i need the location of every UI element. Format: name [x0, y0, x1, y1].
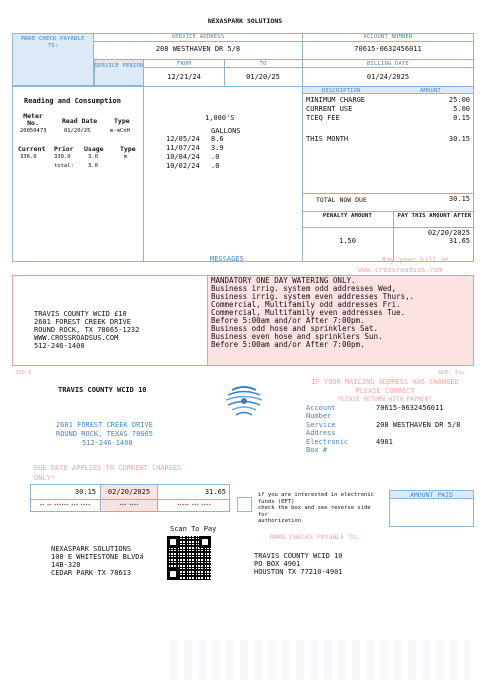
stub-service-label-1: Service	[306, 421, 336, 429]
due-notice-1: DUE DATE APPLIES TO CURRENT CHARGES	[34, 464, 182, 472]
payee-line-3: HOUSTON TX 77210-4901	[254, 568, 343, 576]
reading-title: Reading and Consumption	[24, 97, 121, 105]
prior-label: Prior	[54, 145, 74, 153]
stub-after-amount: 31.65	[204, 488, 226, 496]
stub-addr-line-2: ROUND ROCK, TEXAS 78665	[56, 430, 153, 438]
total-due-amount: 30.15	[448, 195, 470, 203]
current-label: Current	[18, 145, 46, 153]
message-line-9: Before 5:00am and/or After 7:00pm.	[211, 340, 365, 349]
account-number-label: ACCOUNT NUMBER	[363, 34, 413, 40]
this-month-label: THIS MONTH	[306, 135, 349, 143]
period-to: 01/20/25	[246, 73, 280, 81]
charge-amount-2: 5.00	[453, 105, 470, 113]
make-checks-label: MAKE CHECKS PAYABLE TO:	[270, 533, 361, 541]
amount-label: AMOUNT	[420, 88, 442, 94]
billing-date: 01/24/2025	[366, 73, 410, 81]
message-line-4: Commercial, Multifamily odd addresses Fri.	[211, 300, 401, 309]
message-line-1: MANDATORY ONE DAY WATERING ONLY.	[211, 276, 356, 285]
history-date-2: 11/07/24	[166, 144, 200, 152]
history-value-4: .0	[211, 162, 220, 170]
stub-due-date-label: *** ****	[119, 503, 139, 508]
service-address: 208 WESTHAVEN DR 5/8	[155, 45, 241, 53]
messages-label: MESSAGES	[210, 255, 244, 263]
description-label: DESCRIPTION	[322, 88, 361, 94]
stub-box-label-1: Electronic	[306, 438, 349, 446]
gallons-label: GALLONS	[211, 127, 241, 135]
charge-amount-3: 0.15	[453, 114, 470, 122]
district-address	[34, 310, 139, 350]
eft-line-1: if you are interested in electronic	[258, 492, 374, 498]
prior-reading: 330.0	[54, 154, 71, 160]
stub-service-label-2: Address	[306, 429, 336, 437]
pay-after-amount: 31.65	[448, 237, 470, 245]
company-name: NEXASPARK SOLUTIONS	[207, 17, 283, 25]
mailing-notice-2: PLEASE CORRECT	[355, 387, 415, 395]
payee-address	[254, 552, 343, 576]
pay-online-line-1: Pay your bill at	[382, 256, 450, 264]
eft-line-5: authorization	[258, 518, 302, 524]
stub-left-code: 338-E	[15, 370, 32, 376]
type2-value: m	[124, 154, 128, 160]
usage-label: Usage	[84, 145, 104, 153]
this-month-amount: 30.15	[448, 135, 470, 143]
read-date: 01/20/25	[64, 128, 91, 134]
stub-after-label: ***** *** ****	[177, 503, 211, 508]
mailing-notice-3: PLEASE RETURN WITH PAYMENT	[338, 396, 432, 403]
penalty-amount: 1.50	[339, 237, 356, 245]
history-date-3: 10/04/24	[166, 153, 200, 161]
district-line-4: WWW.CROSSROADSUS.COM	[34, 334, 119, 342]
stub-service-address: 208 WESTHAVEN DR 5/8	[376, 421, 461, 429]
message-line-2: Business irrig. system odd addresses Wed,	[211, 284, 397, 293]
pay-online-line-2: www.crossroadsus.com	[358, 266, 443, 274]
meter-type: m-mCnH	[110, 128, 130, 134]
total-due-label: TOTAL NOW DUE	[316, 196, 367, 204]
stub-addr-line-3: 512-246-1400	[82, 439, 133, 447]
from-label: FROM	[176, 61, 192, 67]
stub-district-name: TRAVIS COUNTY WCID 10	[58, 386, 147, 394]
customer-line-4: CEDAR PARK TX 78613	[51, 569, 132, 577]
eft-line-4: for	[258, 511, 268, 518]
meter-no: 20050473	[20, 128, 47, 134]
usage-reading: 3.0	[88, 154, 98, 160]
eft-text	[258, 492, 374, 525]
charge-desc-1: MINIMUM CHARGE	[306, 96, 366, 104]
stub-account-label-2: Number	[306, 412, 332, 420]
district-line-3: ROUND ROCK, TX 78665-1232	[34, 326, 140, 334]
service-period-label: SERVICE PERIOD	[94, 63, 144, 69]
district-line-1: TRAVIS COUNTY WCID £10	[34, 310, 127, 318]
eft-line-2: funds (EFT)	[258, 498, 295, 505]
eft-checkbox[interactable]	[237, 497, 252, 512]
message-line-5: Commercial, Multifamily even addresses Tue.	[211, 308, 406, 317]
stub-account-number: 70615-0632456011	[376, 404, 444, 412]
charge-amount-1: 25.00	[448, 96, 470, 104]
history-date-1: 12/05/24	[166, 135, 200, 143]
meter-no-label: Meter No.	[23, 112, 43, 127]
district-line-2: 2601 FOREST CREEK DRIVE	[34, 318, 131, 326]
period-from: 12/21/24	[167, 73, 201, 81]
type-label: Type	[114, 117, 130, 125]
current-reading: 336.0	[20, 154, 37, 160]
scan-to-pay-label: Scan To Pay	[170, 525, 217, 533]
due-notice-2: ONLY*	[34, 474, 56, 482]
type2-label: Type	[120, 145, 136, 153]
units-label: 1,000'S	[205, 114, 235, 122]
history-value-1: 8.6	[211, 135, 224, 143]
stub-electronic-box: 4901	[376, 438, 393, 446]
district-logo-icon	[218, 384, 270, 420]
amount-paid-label: AMOUNT PAID	[409, 491, 454, 499]
pay-after-label: PAY THIS AMOUNT AFTER	[397, 213, 472, 219]
district-line-5: 512-246-1400	[34, 342, 85, 350]
stub-right-code: AVR, Inc.	[438, 370, 468, 376]
history-value-3: .0	[211, 153, 220, 161]
message-line-3: Business irrig. system even addresses Thurs,.	[211, 292, 415, 301]
customer-address	[51, 545, 144, 577]
history-value-2: 3.9	[211, 144, 224, 152]
eft-line-3: check the box and see reverse side	[258, 505, 371, 511]
stub-box-label-2: Box #	[306, 446, 328, 454]
stub-account-label-1: Account	[306, 404, 336, 412]
history-date-4: 10/02/24	[166, 162, 200, 170]
total-label: total:	[54, 163, 74, 169]
charge-desc-2: CURRENT USE	[306, 105, 353, 113]
customer-line-2: 100 E WHITESTONE BLVDá	[51, 553, 144, 561]
service-address-label: SERVICE ADDRESS	[171, 34, 225, 40]
stub-amount-due-label: ** ** ****** *** ****	[39, 503, 91, 508]
make-check-label: MAKE CHECK PAYABLE TO:	[21, 36, 85, 49]
read-date-label: Read Date	[62, 117, 98, 125]
charge-desc-3: TCEQ FEE	[306, 114, 340, 122]
to-label: TO	[259, 61, 267, 67]
stub-amount-due: 30.15	[74, 488, 96, 496]
message-line-8: Business even hose and sprinklers Sun.	[211, 332, 383, 341]
penalty-label: PENALTY AMOUNT	[322, 213, 373, 219]
message-line-7: Business odd hose and sprinklers Sat.	[211, 324, 379, 333]
customer-line-3: 14B-328	[51, 561, 81, 569]
total-reading: 3.0	[88, 163, 98, 169]
message-line-6: Before 5:00am and/or After 7:00pm.	[211, 316, 365, 325]
payee-line-2: PO BOX 4901	[254, 560, 301, 568]
account-number: 70615-0632456011	[354, 45, 422, 53]
faint-watermark	[170, 640, 470, 680]
mailing-notice-1: IF YOUR MAILING ADDRESS HAS CHANGED	[311, 378, 459, 386]
billing-date-label: BILLING DATE	[366, 61, 410, 67]
customer-line-1: NEXASPARK SOLUTIONS	[51, 545, 132, 553]
stub-addr-line-1: 2601 FOREST CREEK DRIVE	[56, 421, 153, 429]
pay-after-date: 02/20/2025	[427, 229, 470, 237]
stub-due-date: 02/20/2025	[107, 488, 151, 496]
payee-line-1: TRAVIS COUNTY WCID 10	[254, 552, 343, 560]
